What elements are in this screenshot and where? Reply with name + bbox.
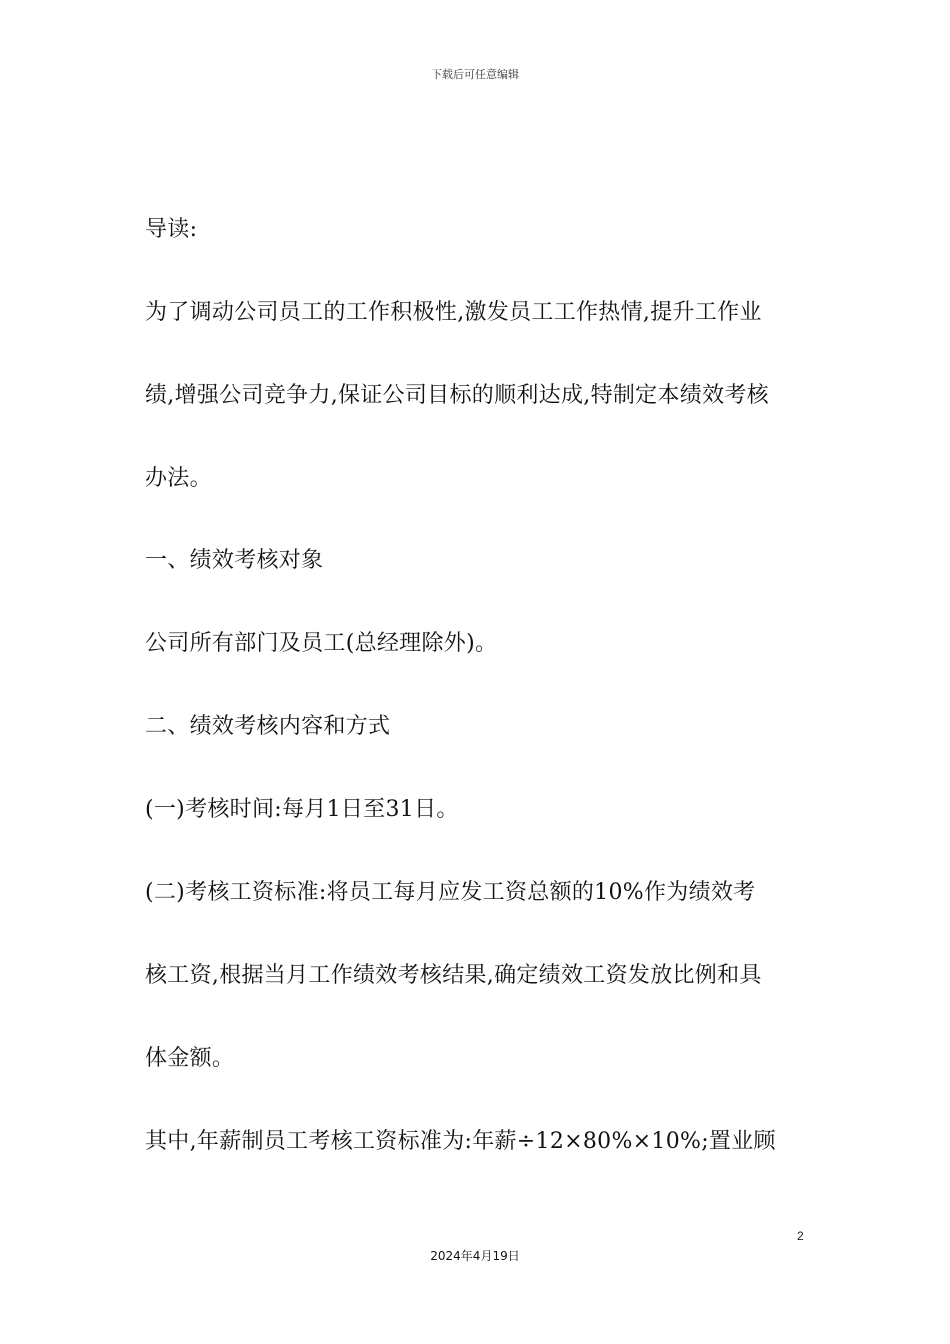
subsection-2-line-3: 体金额。 [145, 1046, 235, 1071]
section-heading-2: 二、绩效考核内容和方式 [145, 714, 391, 739]
salary-formula-line: 其中,年薪制员工考核工资标准为:年薪÷12×80%×10%;置业顾 [145, 1129, 776, 1154]
header-note: 下载后可任意编辑 [431, 68, 519, 81]
section-1-paragraph: 公司所有部门及员工(总经理除外)。 [145, 631, 498, 656]
intro-heading: 导读: [145, 217, 198, 242]
intro-paragraph-line-1: 为了调动公司员工的工作积极性,激发员工工作热情,提升工作业 [145, 300, 762, 325]
section-heading-1: 一、绩效考核对象 [145, 548, 324, 573]
subsection-2-line-1: (二)考核工资标准:将员工每月应发工资总额的10%作为绩效考 [145, 880, 756, 905]
page-number: 2 [797, 1229, 804, 1243]
subsection-2-line-2: 核工资,根据当月工作绩效考核结果,确定绩效工资发放比例和具 [145, 963, 762, 988]
footer-date: 2024年4月19日 [430, 1249, 520, 1263]
intro-paragraph-line-2: 绩,增强公司竞争力,保证公司目标的顺利达成,特制定本绩效考核 [145, 383, 769, 408]
intro-paragraph-line-3: 办法。 [145, 466, 212, 491]
subsection-1: (一)考核时间:每月1日至31日。 [145, 797, 459, 822]
